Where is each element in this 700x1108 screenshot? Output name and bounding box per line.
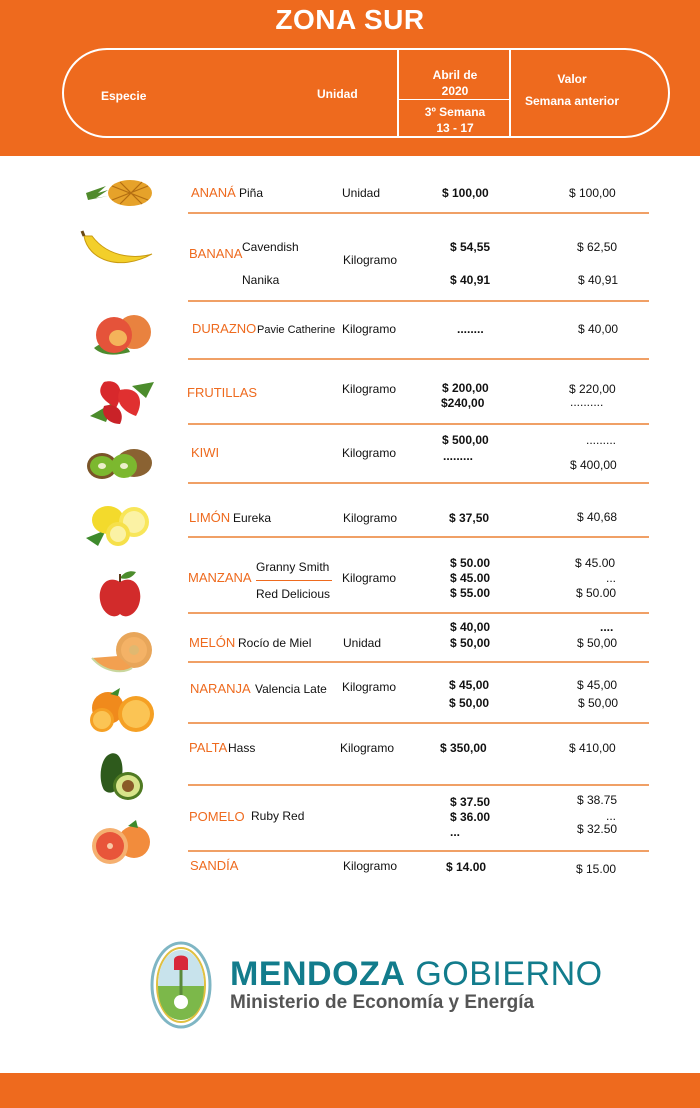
header-banner (0, 0, 700, 156)
melon-icon (88, 628, 158, 676)
row-separator (188, 212, 649, 214)
unit-label: Kilogramo (342, 446, 397, 460)
price-current: $ 37.50 (450, 795, 491, 809)
header-semana-line: 13 - 17 (436, 121, 474, 135)
species-label: KIWI (191, 445, 220, 460)
price-current: ........ (457, 322, 484, 336)
strawberry-icon (84, 372, 158, 428)
species-label: SANDÍA (190, 858, 239, 873)
logo-title (230, 955, 603, 994)
species-label: ANANÁ (191, 185, 236, 200)
header-especie: Especie (101, 89, 147, 103)
mendoza-seal-icon (150, 940, 212, 1030)
price-previous: ......... (586, 433, 617, 447)
price-current: $ 36.00 (450, 810, 491, 824)
unit-label: Kilogramo (342, 322, 397, 336)
header-semana (400, 104, 510, 136)
species-label: BANANA (189, 246, 243, 261)
unit-label: Kilogramo (342, 382, 397, 396)
species-label: PALTA (189, 740, 228, 755)
species-label: MANZANA (188, 570, 252, 585)
row-separator (188, 482, 649, 484)
orange-icon (80, 688, 160, 734)
header-semana-line: 3º Semana (424, 105, 486, 119)
banana-icon (80, 230, 156, 272)
lemon-icon (84, 502, 156, 548)
price-previous: $ 50,00 (578, 696, 619, 710)
row-separator (188, 722, 649, 724)
price-current: $240,00 (441, 396, 485, 410)
price-current: $ 350,00 (440, 741, 487, 755)
variety-label: Piña (239, 186, 264, 200)
variety-label: Red Delicious (256, 587, 331, 601)
variety-label: Nanika (242, 273, 280, 287)
price-previous: .... (600, 620, 614, 634)
price-current: $ 50.00 (450, 556, 491, 570)
row-separator (188, 850, 649, 852)
grapefruit-icon (88, 820, 154, 868)
variety-divider (256, 580, 332, 581)
row-separator (188, 358, 649, 360)
price-previous: $ 50,00 (577, 636, 618, 650)
variety-label: Valencia Late (255, 682, 327, 696)
species-label: NARANJA (190, 681, 251, 696)
price-current: $ 54,55 (450, 240, 491, 254)
header-divider (398, 99, 511, 100)
species-label: LIMÓN (189, 510, 231, 525)
variety-label: Rocío de Miel (238, 636, 312, 650)
logo-title-light: GOBIERNO (415, 955, 603, 993)
row-separator (188, 784, 649, 786)
unit-label: Kilogramo (342, 680, 397, 694)
row-separator (188, 300, 649, 302)
species-label: DURAZNO (192, 321, 257, 336)
price-previous: $ 100,00 (569, 186, 616, 200)
price-current: $ 40,91 (450, 273, 491, 287)
row-separator (188, 536, 649, 538)
price-previous: ... (606, 809, 617, 823)
logo-title-bold: MENDOZA (230, 955, 406, 993)
header-valor-line: Semana anterior (524, 94, 620, 108)
price-current: $ 50,00 (449, 696, 490, 710)
unit-label: Kilogramo (342, 571, 397, 585)
unit-label: Unidad (343, 636, 382, 650)
price-previous: $ 50.00 (576, 586, 617, 600)
header-valor-line: Valor (557, 72, 587, 86)
peach-icon (86, 308, 158, 358)
unit-label: Kilogramo (343, 859, 398, 873)
price-previous: $ 15.00 (576, 862, 617, 876)
header-periodo (400, 67, 510, 99)
variety-label: Granny Smith (256, 560, 330, 574)
price-current: $ 200,00 (442, 381, 489, 395)
unit-label: Unidad (342, 186, 381, 200)
species-label: MELÓN (189, 635, 236, 650)
price-previous: $ 40,91 (578, 273, 619, 287)
price-previous: $ 38.75 (577, 793, 618, 807)
logo-subtitle: Ministerio de Economía y Energía (230, 992, 535, 1013)
page-title: ZONA SUR (275, 4, 425, 35)
price-previous: $ 40,68 (577, 510, 618, 524)
unit-label: Kilogramo (340, 741, 395, 755)
price-previous: $ 45,00 (577, 678, 618, 692)
row-separator (188, 423, 649, 425)
header-periodo-line: Abril de (432, 68, 478, 82)
price-current: $ 500,00 (442, 433, 489, 447)
species-label: FRUTILLAS (187, 385, 258, 400)
kiwi-icon (84, 446, 154, 482)
header-divider (397, 48, 399, 138)
header-periodo-line: 2020 (441, 84, 469, 98)
header-valor (512, 71, 632, 109)
price-previous: $ 400,00 (570, 458, 617, 472)
apple-icon (96, 568, 144, 620)
variety-label: Eureka (233, 511, 272, 525)
price-previous: $ 32.50 (577, 822, 618, 836)
variety-label: Hass (228, 741, 256, 755)
price-previous: $ 40,00 (578, 322, 619, 336)
price-current: $ 100,00 (442, 186, 489, 200)
price-current: $ 14.00 (446, 860, 487, 874)
price-current: $ 40,00 (450, 620, 491, 634)
footer-band (0, 1073, 700, 1108)
price-current: ... (450, 825, 461, 839)
row-separator (188, 661, 649, 663)
species-label: POMELO (189, 809, 245, 824)
pineapple-icon (84, 176, 156, 210)
price-previous: $ 220,00 (569, 382, 616, 396)
price-current: $ 45.00 (450, 571, 491, 585)
variety-label: Pavie Catherine (257, 324, 336, 336)
price-current: ......... (443, 449, 474, 463)
price-previous: $ 410,00 (569, 741, 616, 755)
price-previous: $ 45.00 (575, 556, 616, 570)
price-current: $ 37,50 (449, 511, 490, 525)
row-separator (188, 612, 649, 614)
variety-label: Cavendish (242, 240, 299, 254)
price-previous: $ 62,50 (577, 240, 618, 254)
unit-label: Kilogramo (343, 253, 398, 267)
price-previous: .......... (570, 395, 604, 409)
price-current: $ 55.00 (450, 586, 491, 600)
variety-label: Ruby Red (251, 809, 305, 823)
price-current: $ 45,00 (449, 678, 490, 692)
price-current: $ 50,00 (450, 636, 491, 650)
price-previous: ... (606, 571, 617, 585)
unit-label: Kilogramo (343, 511, 398, 525)
avocado-icon (96, 750, 146, 804)
header-unidad: Unidad (317, 87, 358, 101)
